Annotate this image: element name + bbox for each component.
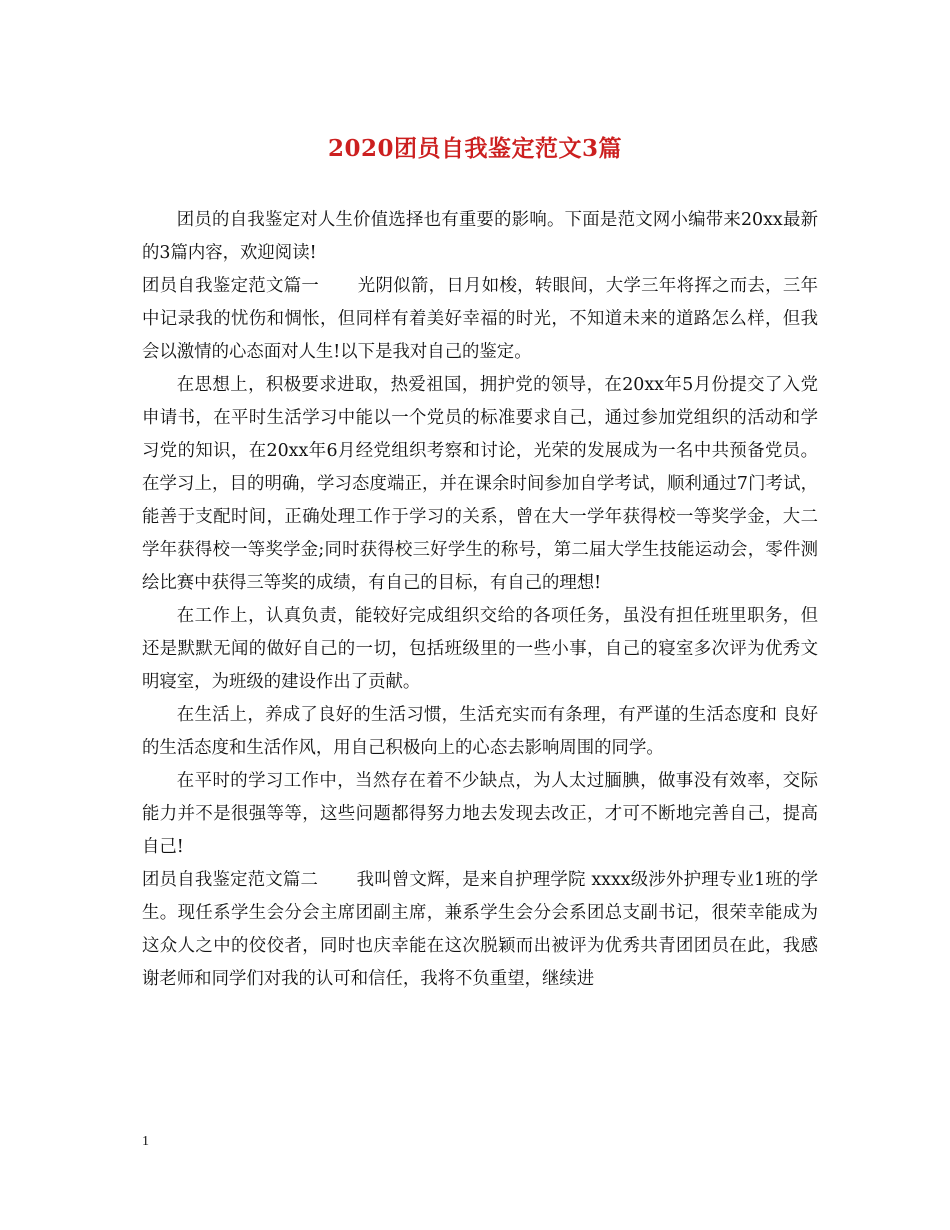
life-paragraph: 在生活上，养成了良好的生活习惯，生活充实而有条理，有严谨的生活态度和 良好的生活态度和生活作风，用自己积极向上的心态去影响周围的同学。: [142, 705, 818, 758]
work-paragraph: 在工作上，认真负责，能较好完成组织交给的各项任务，虽没有担任班里职务，但还是默默无闻的做好自己的一切，包括班级里的一些小事，自己的寝室多次评为优秀文明寝室，为班级的建设作出了贡献。: [142, 606, 818, 692]
section-two-heading: 团员自我鉴定范文篇二: [142, 870, 319, 890]
page-number: 1: [142, 1134, 149, 1149]
section-one-heading: 团员自我鉴定范文篇一: [142, 276, 320, 296]
document-body: [142, 204, 818, 996]
thought-paragraph: 在思想上，积极要求进取，热爱祖国，拥护党的领导，在20xx年5月份提交了入党申请书，在平时生活学习中能以一个党员的标准要求自己，通过参加党组织的活动和学习党的知识，在20xx年6月经党组织考察和讨论，光荣的发展成为一名中共预备党员。 在学习上，目的明确，学习态度端正，并在课余时间参加自学考试，顺利通过7门考试，能善于支配时间，正确处理工作于学习的关系，曾在大一学年获得校一等奖学金，大二学年获得校一等奖学金;同时获得校三好学生的称号，第二届大学生技能运动会，零件测绘比赛中获得三等奖的成绩，有自己的目标，有自己的理想!: [142, 375, 818, 593]
page-title: 2020团员自我鉴定范文3篇: [327, 135, 623, 162]
section-two-paragraph: [142, 864, 818, 996]
section-one-paragraph: [142, 270, 818, 369]
shortcomings-paragraph: 在平时的学习工作中，当然存在着不少缺点，为人太过腼腆，做事没有效率，交际能力并不是很强等等，这些问题都得努力地去发现去改正，才可不断地完善自己，提高自己!: [142, 771, 818, 857]
intro-paragraph: 团员的自我鉴定对人生价值选择也有重要的影响。下面是范文网小编带来20xx最新的3篇内容，欢迎阅读!: [142, 210, 818, 263]
section-one-text: 光阴似箭，日月如梭，转眼间，大学三年将挥之而去，三年中记录我的忧伤和惆怅，但同样有着美好幸福的时光，不知道未来的道路怎么样，但我会以激情的心态面对人生!以下是我对自己的鉴定。: [142, 276, 818, 362]
section-two-text: 我叫曾文辉，是来自护理学院 xxxx级涉外护理专业1班的学生。现任系学生会分会主席团副主席，兼系学生会分会系团总支副书记，很荣幸能成为这众人之中的佼佼者，同时也庆幸能在这次脱颖而出被评为优秀共青团团员在此，我感谢老师和同学们对我的认可和信任，我将不负重望，继续进: [142, 870, 818, 989]
